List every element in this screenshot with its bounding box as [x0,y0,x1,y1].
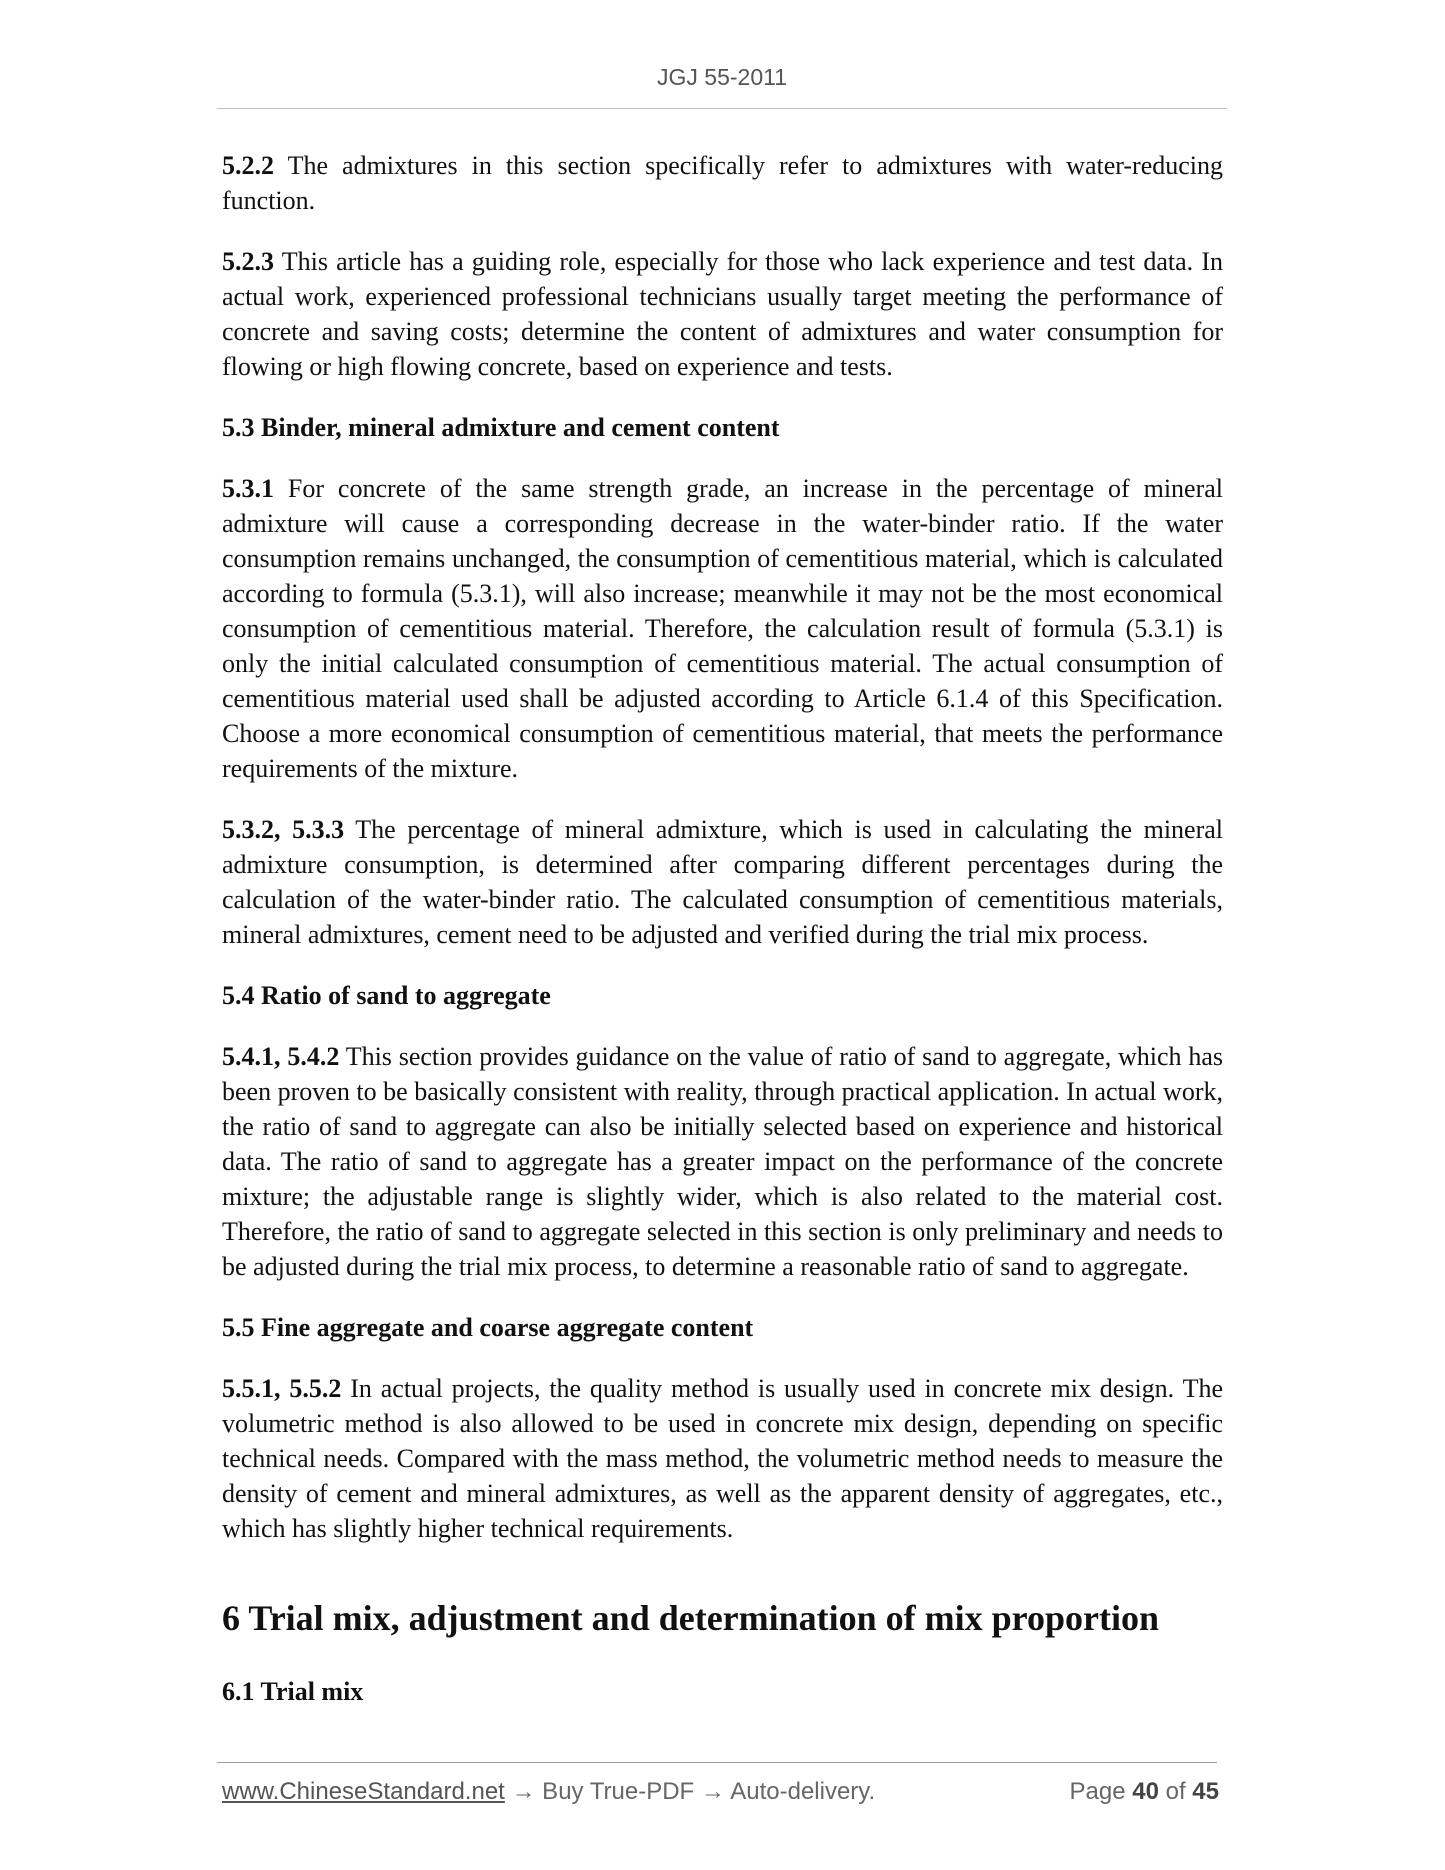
clause-number: 5.4.1, 5.4.2 [222,1042,340,1071]
clause-text: This section provides guidance on the value of ratio of sand to aggregate, which has been proven to be basically consistent with reality, through practical application. In actual work, the ratio of sand to aggregate can also be initially selected based on experience and historical data. The ratio of sand to aggregate has a greater impact on the performance of the concrete mixture; the adjustable range is slightly wider, which is also related to the material cost. Therefore, the ratio of sand to aggregate selected in this section is only preliminary and needs to be adjusted during the trial mix process, to determine a reasonable ratio of sand to aggregate. [222,1042,1224,1281]
clause-text: For concrete of the same strength grade, an increase in the percentage of mineral admixture will cause a corresponding decrease in the water-binder ratio. If the water consumption remains unchanged, the consumption of cementitious material, which is calculated according to formula (5.3.1), will also increase; meanwhile it may not be the most economical consumption of cementitious material. Therefore, the calculation result of formula (5.3.1) is only the initial calculated consumption of cementitious material. The actual consumption of cementitious material used shall be adjusted according to Article 6.1.4 of this Specification. Choose a more economical consumption of cementitious material, that meets the performance requirements of the mixture. [222,474,1224,783]
clause-text: In actual projects, the quality method is usually used in concrete mix design. The volumetric method is also allowed to be used in concrete mix design, depending on specific technical needs. Compared with the mass method, the volumetric method needs to measure the density of cement and mineral admixtures, as well as the apparent density of aggregates, etc., which has slightly higher technical requirements. [222,1374,1223,1543]
section-heading-6-1: 6.1 Trial mix [222,1677,364,1706]
page-label: Page [1069,1778,1126,1805]
total-pages-number: 45 [1192,1778,1219,1805]
section-heading-5-3: 5.3 Binder, mineral admixture and cement content [222,413,780,442]
clause-text: The percentage of mineral admixture, which is used in calculating the mineral admixture consumption, is determined after comparing different percentages during the calculation of the water-binder ratio. The calculated consumption of cementitious materials, mineral admixtures, cement need to be adjusted and verified during the trial mix process. [222,815,1224,949]
clause-number: 5.3.2, 5.3.3 [222,815,345,844]
page-indicator [1070,1778,1220,1806]
clause-text: This article has a guiding role, especially for those who lack experience and test data. In actual work, experienced professional technicians usually target meeting the performance of concrete and saving costs; determine the content of admixtures and water consumption for flowing or high flowing concrete, based on experience and tests. [222,247,1223,381]
footer-promo [222,1778,875,1806]
clause-5-3-1 [222,471,1223,786]
section-heading-5-4: 5.4 Ratio of sand to aggregate [222,981,551,1010]
document-body [222,148,1223,1735]
clause-number: 5.5.1, 5.5.2 [222,1374,342,1403]
document-code-header: JGJ 55-2011 [657,64,787,90]
clause-5-2-2 [222,148,1223,218]
clause-5-3-2 [222,812,1223,952]
chapter-heading-6: 6 Trial mix, adjustment and determination of mix proportion [222,1598,1160,1638]
clause-5-2-3 [222,244,1223,384]
footer-divider [217,1762,1217,1763]
clause-number: 5.2.3 [222,247,274,276]
clause-5-5-1 [222,1371,1223,1546]
clause-5-4-1 [222,1039,1223,1284]
clause-number: 5.3.1 [222,474,274,503]
promo-text: → Buy True-PDF → Auto-delivery. [504,1778,876,1805]
current-page-number: 40 [1132,1778,1159,1805]
section-heading-5-5: 5.5 Fine aggregate and coarse aggregate content [222,1313,754,1342]
clause-text: The admixtures in this section specifically refer to admixtures with water-reducing function. [222,151,1224,215]
of-label: of [1165,1778,1186,1805]
site-link[interactable]: www.ChineseStandard.net [222,1778,505,1805]
clause-number: 5.2.2 [222,151,274,180]
header-divider [217,108,1227,109]
